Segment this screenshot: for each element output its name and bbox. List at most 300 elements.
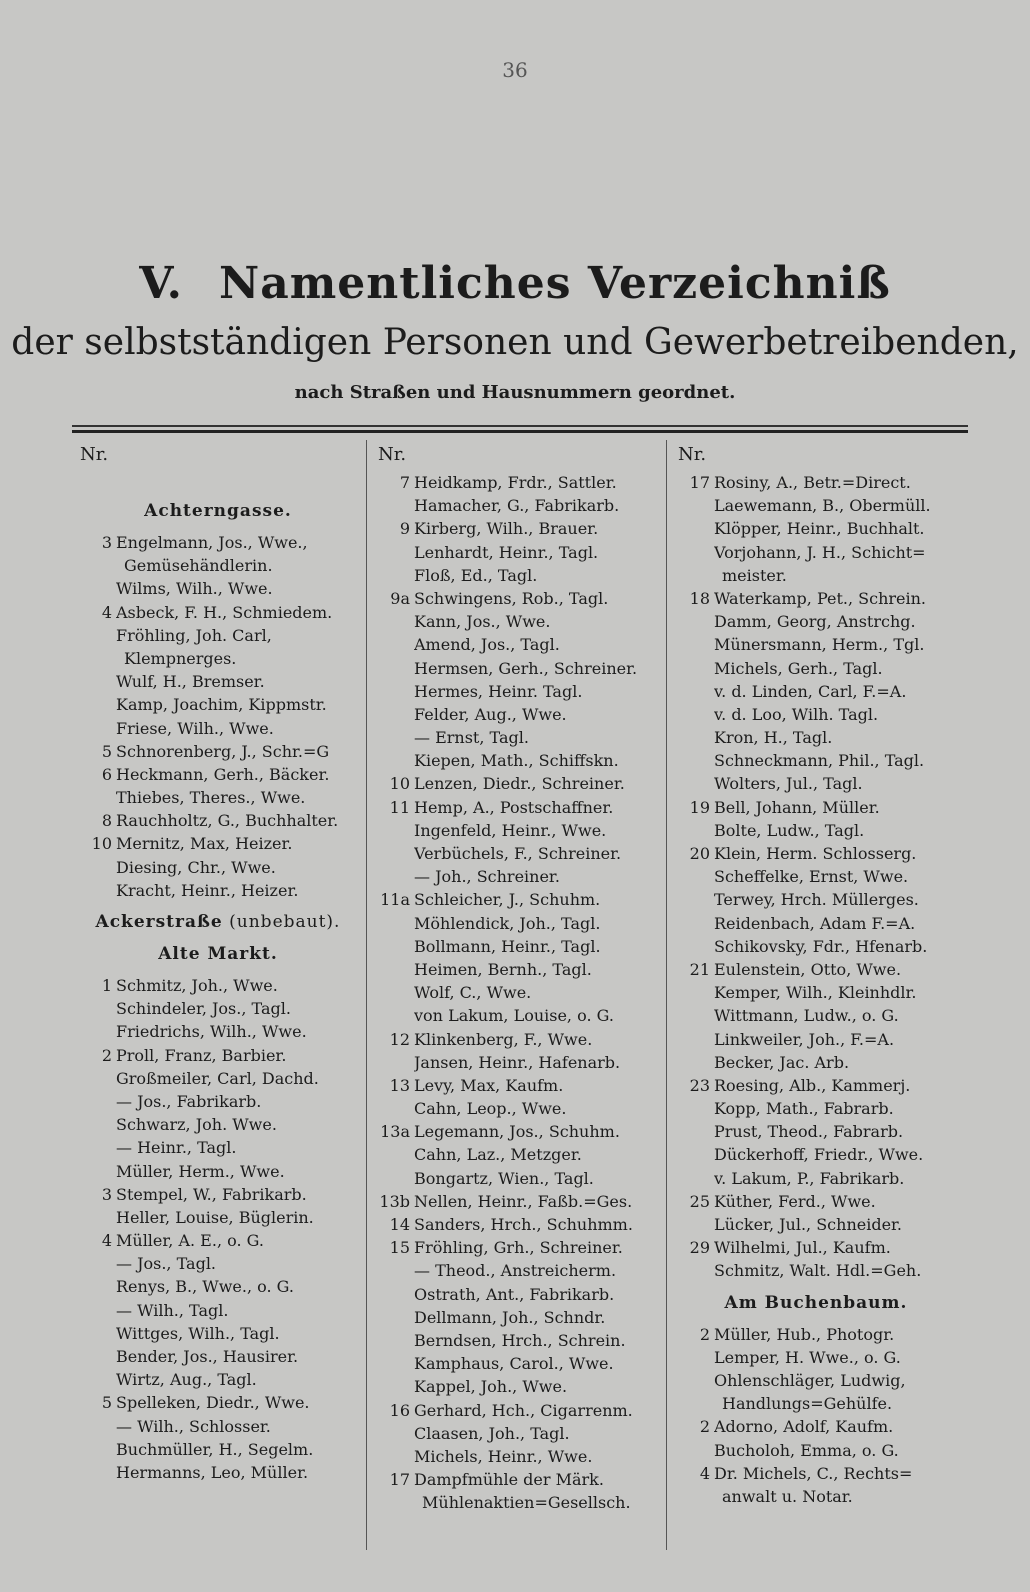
resident-entry: Ingenfeld, Heinr., Wwe. bbox=[414, 820, 607, 840]
house-number bbox=[370, 1331, 414, 1354]
resident-entry: Fröhling, Joh. Carl, bbox=[116, 625, 272, 645]
directory-entry bbox=[670, 1371, 962, 1394]
house-number bbox=[370, 1377, 414, 1400]
directory-entry bbox=[670, 612, 962, 635]
directory-entry bbox=[72, 1440, 364, 1463]
directory-entry bbox=[370, 1470, 662, 1493]
house-number: 17 bbox=[389, 1470, 410, 1490]
resident-entry: Wittges, Wilh., Tagl. bbox=[116, 1323, 280, 1343]
directory-entry bbox=[670, 821, 962, 844]
column-header: Nr. bbox=[378, 444, 407, 465]
resident-entry: Verbüchels, F., Schreiner. bbox=[414, 844, 622, 863]
resident-entry: Küther, Ferd., Wwe. bbox=[714, 1191, 876, 1211]
house-number bbox=[370, 1261, 414, 1284]
resident-entry: Lücker, Jul., Schneider. bbox=[714, 1215, 903, 1234]
house-number: 21 bbox=[689, 959, 710, 979]
directory-entry bbox=[72, 858, 364, 881]
directory-entry bbox=[670, 1030, 962, 1053]
resident-entry: Hamacher, G., Fabrikarb. bbox=[414, 496, 620, 516]
resident-entry: — Wilh., Schlosser. bbox=[116, 1416, 271, 1436]
house-number bbox=[670, 1006, 714, 1029]
resident-entry: Kopp, Math., Fabrarb. bbox=[714, 1099, 894, 1119]
resident-entry: Kirberg, Wilh., Brauer. bbox=[414, 519, 599, 539]
house-number bbox=[370, 844, 414, 867]
directory-entry bbox=[370, 1308, 662, 1331]
directory-entry bbox=[670, 844, 962, 867]
directory-entry bbox=[670, 890, 962, 913]
resident-entry: anwalt u. Notar. bbox=[722, 1486, 853, 1506]
directory-entry bbox=[370, 519, 662, 542]
resident-entry: Waterkamp, Pet., Schrein. bbox=[714, 588, 927, 608]
house-number bbox=[370, 960, 414, 983]
resident-entry: Thiebes, Theres., Wwe. bbox=[116, 788, 306, 808]
directory-entry bbox=[72, 603, 364, 626]
resident-entry: Rauchholtz, G., Buchhalter. bbox=[116, 811, 339, 831]
house-number bbox=[370, 496, 414, 519]
resident-entry: Bell, Johann, Müller. bbox=[714, 797, 880, 817]
directory-entry bbox=[370, 1076, 662, 1099]
resident-entry: Spelleken, Diedr., Wwe. bbox=[116, 1393, 310, 1413]
house-number bbox=[72, 649, 116, 672]
directory-entry bbox=[370, 1169, 662, 1192]
header-rule-thin bbox=[72, 425, 968, 427]
directory-entry bbox=[370, 798, 662, 821]
resident-entry: Klempnerges. bbox=[124, 648, 237, 668]
resident-entry: Eulenstein, Otto, Wwe. bbox=[714, 959, 902, 979]
directory-entry bbox=[72, 765, 364, 788]
house-number bbox=[72, 1301, 116, 1324]
house-number bbox=[72, 1069, 116, 1092]
house-number bbox=[670, 1371, 714, 1394]
directory-entry bbox=[72, 695, 364, 718]
resident-entry: v. d. Loo, Wilh. Tagl. bbox=[714, 704, 879, 724]
house-number bbox=[670, 821, 714, 844]
house-number: 5 bbox=[101, 741, 112, 761]
house-number: 10 bbox=[389, 774, 410, 794]
section-subtitle: der selbstständigen Personen und Gewerbetreibenden, bbox=[11, 322, 1019, 363]
resident-entry: — Theod., Anstreicherm. bbox=[414, 1261, 617, 1281]
directory-entry bbox=[670, 635, 962, 658]
street-name: Alte Markt. bbox=[158, 944, 278, 964]
house-number: 14 bbox=[389, 1215, 410, 1234]
directory-entry bbox=[72, 742, 364, 765]
directory-entry bbox=[72, 1417, 364, 1440]
directory-entry bbox=[72, 1208, 364, 1231]
resident-entry: Kiepen, Math., Schiffskn. bbox=[414, 751, 619, 771]
directory-entry bbox=[72, 1231, 364, 1254]
directory-entry bbox=[670, 1099, 962, 1122]
house-number bbox=[670, 566, 714, 589]
directory-entry bbox=[670, 1417, 962, 1440]
directory-entry bbox=[670, 1006, 962, 1029]
directory-entry bbox=[72, 976, 364, 999]
directory-entry bbox=[670, 589, 962, 612]
directory-entry bbox=[370, 890, 662, 913]
resident-entry: Proll, Franz, Barbier. bbox=[116, 1045, 287, 1065]
house-number bbox=[670, 1122, 714, 1145]
directory-entry bbox=[370, 1053, 662, 1076]
directory-entry bbox=[670, 960, 962, 983]
resident-entry: Kamp, Joachim, Kippmstr. bbox=[116, 695, 327, 715]
resident-entry: Heckmann, Gerh., Bäcker. bbox=[116, 764, 330, 784]
house-number bbox=[370, 983, 414, 1006]
house-number: 18 bbox=[689, 588, 710, 608]
directory-entry bbox=[670, 914, 962, 937]
street-heading bbox=[72, 944, 364, 968]
directory-entry bbox=[72, 1254, 364, 1277]
column-separator bbox=[666, 440, 667, 1550]
house-number: 3 bbox=[101, 533, 112, 552]
resident-entry: Dr. Michels, C., Rechts= bbox=[714, 1463, 913, 1483]
resident-entry: Schwingens, Rob., Tagl. bbox=[414, 588, 609, 608]
directory-entry bbox=[72, 1115, 364, 1138]
directory-entry bbox=[670, 1145, 962, 1168]
resident-entry: Vorjohann, J. H., Schicht= bbox=[714, 542, 926, 562]
directory-entry bbox=[670, 473, 962, 496]
house-number bbox=[72, 1347, 116, 1370]
house-number: 17 bbox=[689, 473, 710, 492]
resident-entry: Mühlenaktien=Gesellsch. bbox=[422, 1493, 631, 1513]
directory-entry bbox=[72, 1277, 364, 1300]
resident-entry: Kann, Jos., Wwe. bbox=[414, 612, 551, 632]
resident-entry: Prust, Theod., Fabrarb. bbox=[714, 1122, 904, 1142]
resident-entry: Michels, Gerh., Tagl. bbox=[714, 658, 883, 678]
resident-entry: Terwey, Hrch. Müllerges. bbox=[714, 890, 919, 910]
header-rule-thick bbox=[72, 430, 968, 433]
resident-entry: Claasen, Joh., Tagl. bbox=[414, 1423, 570, 1443]
house-number bbox=[370, 1145, 414, 1168]
resident-entry: Bollmann, Heinr., Tagl. bbox=[414, 936, 601, 956]
directory-entry bbox=[72, 719, 364, 742]
house-number bbox=[670, 1030, 714, 1053]
house-number bbox=[670, 914, 714, 937]
house-number bbox=[670, 543, 714, 566]
directory-entry bbox=[670, 1325, 962, 1348]
directory-entry bbox=[370, 774, 662, 797]
house-number bbox=[670, 1169, 714, 1192]
resident-entry: meister. bbox=[722, 565, 787, 585]
directory-entry bbox=[370, 821, 662, 844]
directory-entry bbox=[670, 543, 962, 566]
directory-entry bbox=[370, 1192, 662, 1215]
house-number: 4 bbox=[699, 1463, 710, 1483]
directory-entry bbox=[370, 635, 662, 658]
resident-entry: Wulf, H., Bremser. bbox=[116, 672, 265, 692]
directory-entry bbox=[670, 867, 962, 890]
directory-entry bbox=[670, 774, 962, 797]
column-header: Nr. bbox=[80, 444, 109, 465]
directory-entry bbox=[72, 881, 364, 904]
resident-entry: Handlungs=Gehülfe. bbox=[722, 1394, 893, 1414]
directory-entry bbox=[670, 1348, 962, 1371]
resident-entry: Klöpper, Heinr., Buchhalt. bbox=[714, 519, 925, 539]
house-number bbox=[370, 821, 414, 844]
house-number bbox=[370, 1285, 414, 1308]
directory-entry bbox=[670, 682, 962, 705]
house-number bbox=[72, 1440, 116, 1463]
directory-entry bbox=[370, 983, 662, 1006]
house-number bbox=[670, 937, 714, 960]
house-number bbox=[72, 1115, 116, 1138]
house-number bbox=[670, 635, 714, 658]
resident-entry: Hermanns, Leo, Müller. bbox=[116, 1462, 309, 1482]
directory-entry bbox=[72, 811, 364, 834]
resident-entry: von Lakum, Louise, o. G. bbox=[414, 1006, 614, 1026]
resident-entry: Engelmann, Jos., Wwe., bbox=[116, 533, 308, 552]
directory-entry bbox=[370, 1238, 662, 1261]
house-number: 13b bbox=[379, 1191, 410, 1211]
resident-entry: — Heinr., Tagl. bbox=[116, 1138, 237, 1158]
house-number bbox=[370, 1169, 414, 1192]
resident-entry: Kracht, Heinr., Heizer. bbox=[116, 880, 299, 900]
directory-entry bbox=[72, 1046, 364, 1069]
street-name: Am Buchenbaum. bbox=[724, 1292, 908, 1313]
directory-entry bbox=[670, 937, 962, 960]
house-number bbox=[72, 1162, 116, 1185]
directory-entry bbox=[370, 914, 662, 937]
directory-entry bbox=[72, 649, 364, 672]
resident-entry: Wolf, C., Wwe. bbox=[414, 983, 532, 1003]
house-number bbox=[370, 659, 414, 682]
directory-entry bbox=[370, 1493, 662, 1516]
house-number: 2 bbox=[699, 1324, 710, 1344]
house-number bbox=[370, 937, 414, 960]
house-number: 4 bbox=[101, 1231, 112, 1251]
directory-entry bbox=[370, 751, 662, 774]
directory-entry bbox=[72, 1022, 364, 1045]
resident-entry: Hermes, Heinr. Tagl. bbox=[414, 681, 583, 701]
directory-entry bbox=[370, 589, 662, 612]
directory-entry bbox=[370, 937, 662, 960]
resident-entry: Müller, A. E., o. G. bbox=[116, 1231, 264, 1251]
directory-entry bbox=[670, 1441, 962, 1464]
resident-entry: Kron, H., Tagl. bbox=[714, 728, 833, 748]
resident-entry: Bolte, Ludw., Tagl. bbox=[714, 820, 865, 840]
resident-entry: Schwarz, Joh. Wwe. bbox=[116, 1115, 277, 1135]
directory-entry bbox=[72, 1370, 364, 1393]
house-number bbox=[670, 890, 714, 913]
directory-entry bbox=[670, 751, 962, 774]
house-number bbox=[370, 566, 414, 589]
house-number bbox=[670, 1053, 714, 1076]
directory-entry bbox=[670, 1464, 962, 1487]
house-number: 4 bbox=[101, 602, 112, 622]
resident-entry: v. d. Linden, Carl, F.=A. bbox=[714, 681, 907, 701]
house-number: 29 bbox=[689, 1238, 710, 1258]
directory-entry bbox=[670, 1076, 962, 1099]
directory-entry bbox=[370, 844, 662, 867]
resident-entry: — Jos., Tagl. bbox=[116, 1254, 217, 1274]
directory-entry bbox=[670, 1215, 962, 1238]
directory-entry bbox=[370, 1122, 662, 1145]
directory-entry bbox=[370, 473, 662, 496]
spacer bbox=[72, 473, 364, 493]
resident-entry: Amend, Jos., Tagl. bbox=[414, 635, 560, 655]
house-number bbox=[370, 1424, 414, 1447]
street-heading bbox=[72, 912, 364, 936]
resident-entry: Floß, Ed., Tagl. bbox=[414, 565, 538, 585]
house-number bbox=[72, 858, 116, 881]
resident-entry: Friese, Wilh., Wwe. bbox=[116, 718, 274, 738]
house-number: 9 bbox=[399, 519, 410, 539]
resident-entry: Friedrichs, Wilh., Wwe. bbox=[116, 1022, 307, 1042]
house-number bbox=[370, 728, 414, 751]
resident-entry: Damm, Georg, Anstrchg. bbox=[714, 612, 916, 632]
resident-entry: Lemper, H. Wwe., o. G. bbox=[714, 1347, 901, 1367]
house-number: 8 bbox=[101, 811, 112, 831]
resident-entry: Michels, Heinr., Wwe. bbox=[414, 1446, 593, 1466]
resident-entry: Jansen, Heinr., Hafenarb. bbox=[414, 1052, 621, 1072]
house-number bbox=[670, 728, 714, 751]
directory-entry bbox=[72, 999, 364, 1022]
house-number bbox=[670, 659, 714, 682]
house-number: 3 bbox=[101, 1184, 112, 1204]
resident-entry: Dampfmühle der Märk. bbox=[414, 1470, 604, 1490]
resident-entry: Adorno, Adolf, Kaufm. bbox=[714, 1417, 894, 1437]
directory-entry bbox=[72, 1301, 364, 1324]
resident-entry: Hermsen, Gerh., Schreiner. bbox=[414, 658, 638, 678]
house-number bbox=[370, 1099, 414, 1122]
house-number bbox=[370, 1308, 414, 1331]
directory-entry bbox=[72, 556, 364, 579]
resident-entry: Levy, Max, Kaufm. bbox=[414, 1075, 564, 1095]
house-number: 7 bbox=[399, 473, 410, 492]
house-number: 1 bbox=[101, 976, 112, 995]
house-number bbox=[670, 1348, 714, 1371]
directory-entry bbox=[370, 1030, 662, 1053]
directory-entry bbox=[370, 682, 662, 705]
resident-entry: Heidkamp, Frdr., Sattler. bbox=[414, 473, 617, 492]
resident-entry: Münersmann, Herm., Tgl. bbox=[714, 635, 925, 655]
resident-entry: Buchmüller, H., Segelm. bbox=[116, 1439, 314, 1459]
directory-entry bbox=[72, 788, 364, 811]
house-number bbox=[670, 1441, 714, 1464]
directory-entry bbox=[370, 1215, 662, 1238]
house-number bbox=[670, 1215, 714, 1238]
resident-entry: Müller, Herm., Wwe. bbox=[116, 1161, 285, 1181]
directory-entry bbox=[370, 867, 662, 890]
resident-entry: Laewemann, B., Obermüll. bbox=[714, 496, 931, 516]
house-number bbox=[670, 1145, 714, 1168]
resident-entry: Rosiny, A., Betr.=Direct. bbox=[714, 473, 911, 492]
house-number bbox=[72, 719, 116, 742]
house-number: 5 bbox=[101, 1393, 112, 1413]
directory-entry bbox=[370, 960, 662, 983]
house-number bbox=[72, 579, 116, 602]
house-number bbox=[670, 1261, 714, 1284]
house-number bbox=[72, 1324, 116, 1347]
resident-entry: Asbeck, F. H., Schmiedem. bbox=[116, 602, 333, 622]
column-separator bbox=[366, 440, 367, 1550]
resident-entry: Müller, Hub., Photogr. bbox=[714, 1324, 895, 1344]
resident-entry: Kemper, Wilh., Kleinhdlr. bbox=[714, 983, 917, 1003]
directory-entry bbox=[370, 496, 662, 519]
resident-entry: Wittmann, Ludw., o. G. bbox=[714, 1006, 899, 1026]
resident-entry: Kamphaus, Carol., Wwe. bbox=[414, 1354, 614, 1374]
resident-entry: Schleicher, J., Schuhm. bbox=[414, 890, 601, 910]
section-heading bbox=[0, 258, 1030, 309]
house-number: 2 bbox=[101, 1045, 112, 1065]
house-number bbox=[370, 1053, 414, 1076]
house-number bbox=[72, 1463, 116, 1486]
directory-entry bbox=[370, 1331, 662, 1354]
street-note: (unbebaut). bbox=[222, 912, 341, 932]
directory-entry bbox=[670, 519, 962, 542]
resident-entry: Wilms, Wilh., Wwe. bbox=[116, 579, 273, 599]
directory-entry bbox=[370, 1447, 662, 1470]
resident-entry: Ohlenschläger, Ludwig, bbox=[714, 1370, 906, 1390]
resident-entry: Heller, Louise, Büglerin. bbox=[116, 1207, 314, 1227]
directory-entry bbox=[670, 1261, 962, 1284]
resident-entry: Scheffelke, Ernst, Wwe. bbox=[714, 867, 909, 887]
house-number: 20 bbox=[689, 844, 710, 863]
street-heading bbox=[72, 501, 364, 525]
resident-entry: Schikovsky, Fdr., Hfenarb. bbox=[714, 936, 928, 956]
resident-entry: Möhlendick, Joh., Tagl. bbox=[414, 913, 601, 933]
house-number: 19 bbox=[689, 797, 710, 817]
street-name: Achterngasse. bbox=[144, 501, 292, 521]
house-number bbox=[670, 705, 714, 728]
street-name: Ackerstraße bbox=[95, 912, 223, 932]
resident-entry: v. Lakum, P., Fabrikarb. bbox=[714, 1168, 905, 1188]
directory-entry bbox=[670, 1053, 962, 1076]
house-number bbox=[72, 1417, 116, 1440]
directory-entry bbox=[72, 533, 364, 556]
house-number bbox=[670, 1487, 714, 1510]
house-number bbox=[72, 1370, 116, 1393]
directory-entry bbox=[72, 1463, 364, 1486]
resident-entry: Reidenbach, Adam F.=A. bbox=[714, 913, 916, 933]
directory-entry bbox=[72, 579, 364, 602]
directory-entry bbox=[370, 1261, 662, 1284]
directory-entry bbox=[370, 705, 662, 728]
house-number: 11 bbox=[389, 797, 410, 817]
resident-entry: Fröhling, Grh., Schreiner. bbox=[414, 1238, 623, 1258]
resident-entry: Wolters, Jul., Tagl. bbox=[714, 774, 863, 794]
resident-entry: Ostrath, Ant., Fabrikarb. bbox=[414, 1284, 615, 1304]
house-number bbox=[72, 1138, 116, 1161]
resident-entry: Kappel, Joh., Wwe. bbox=[414, 1377, 568, 1397]
house-number bbox=[72, 626, 116, 649]
resident-entry: Linkweiler, Joh., F.=A. bbox=[714, 1029, 895, 1049]
house-number bbox=[370, 543, 414, 566]
directory-entry bbox=[370, 1285, 662, 1308]
resident-entry: Klein, Herm. Schlosserg. bbox=[714, 844, 917, 863]
resident-entry: Schnorenberg, J., Schr.=G bbox=[116, 741, 330, 761]
directory-entry bbox=[370, 612, 662, 635]
house-number bbox=[670, 1394, 714, 1417]
house-number bbox=[670, 612, 714, 635]
directory-entry bbox=[670, 566, 962, 589]
column-header: Nr. bbox=[678, 444, 707, 465]
house-number bbox=[370, 1006, 414, 1029]
house-number: 11a bbox=[380, 890, 410, 910]
directory-entry bbox=[670, 659, 962, 682]
directory-entry bbox=[370, 543, 662, 566]
street-heading bbox=[670, 1293, 962, 1317]
resident-entry: Schmitz, Joh., Wwe. bbox=[116, 976, 278, 995]
house-number bbox=[670, 519, 714, 542]
directory-entry bbox=[72, 1393, 364, 1416]
house-number bbox=[72, 695, 116, 718]
resident-entry: Bongartz, Wien., Tagl. bbox=[414, 1168, 594, 1188]
directory-entry bbox=[670, 496, 962, 519]
directory-entry bbox=[670, 1487, 962, 1510]
directory-entry bbox=[370, 1099, 662, 1122]
house-number bbox=[72, 1022, 116, 1045]
section-subsubtitle: nach Straßen und Hausnummern geordnet. bbox=[294, 382, 736, 403]
resident-entry: Stempel, W., Fabrikarb. bbox=[116, 1184, 307, 1204]
